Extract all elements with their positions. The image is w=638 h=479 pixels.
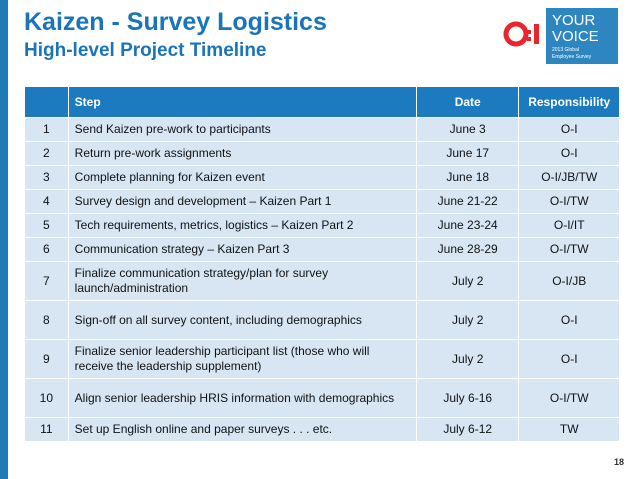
row-step: Finalize senior leadership participant list (those who will receive the leadership supplement) — [68, 340, 416, 379]
row-number: 8 — [25, 301, 69, 340]
logo-tagline2: Employee Survey — [552, 54, 592, 60]
oi-logo-icon — [506, 24, 539, 44]
row-date: June 17 — [416, 142, 519, 166]
row-date: June 23-24 — [416, 214, 519, 238]
row-date: July 2 — [416, 262, 519, 301]
row-number: 9 — [25, 340, 69, 379]
page-number: 18 — [613, 457, 624, 467]
row-step: Complete planning for Kaizen event — [68, 166, 416, 190]
row-date: June 3 — [416, 118, 519, 142]
page-subtitle: High-level Project Timeline — [24, 40, 267, 61]
table-row — [25, 379, 620, 418]
table-row — [25, 190, 620, 214]
table-row — [25, 142, 620, 166]
table-row — [25, 340, 620, 379]
row-responsibility: O-I — [519, 340, 620, 379]
row-date: July 2 — [416, 340, 519, 379]
logo-tagline1: 2013 Global — [552, 47, 579, 53]
table-header-row — [25, 87, 620, 118]
row-responsibility: O-I/IT — [519, 214, 620, 238]
logo-line2: VOICE — [552, 28, 599, 45]
row-responsibility: O-I — [519, 301, 620, 340]
row-date: June 18 — [416, 166, 519, 190]
row-responsibility: O-I/JB/TW — [519, 166, 620, 190]
row-step: Tech requirements, metrics, logistics – Kaizen Part 2 — [68, 214, 416, 238]
row-step: Send Kaizen pre-work to participants — [68, 118, 416, 142]
logo-line1: YOUR — [552, 12, 596, 29]
row-responsibility: O-I — [519, 118, 620, 142]
row-responsibility: O-I — [519, 142, 620, 166]
left-accent-bar — [0, 0, 8, 479]
table-row — [25, 238, 620, 262]
your-voice-logo — [500, 8, 618, 64]
row-number: 3 — [25, 166, 69, 190]
row-number: 11 — [25, 418, 69, 442]
project-timeline-table — [24, 86, 620, 442]
row-step: Communication strategy – Kaizen Part 3 — [68, 238, 416, 262]
row-date: June 21-22 — [416, 190, 519, 214]
page-title: Kaizen - Survey Logistics — [24, 8, 327, 36]
table-row — [25, 118, 620, 142]
table-row — [25, 166, 620, 190]
row-step: Return pre-work assignments — [68, 142, 416, 166]
row-step: Set up English online and paper surveys . . . etc. — [68, 418, 416, 442]
row-date: June 28-29 — [416, 238, 519, 262]
header-step: Step — [68, 87, 416, 118]
row-step: Align senior leadership HRIS information with demographics — [68, 379, 416, 418]
row-step: Survey design and development – Kaizen Part 1 — [68, 190, 416, 214]
header-date: Date — [416, 87, 519, 118]
row-number: 2 — [25, 142, 69, 166]
table-row — [25, 301, 620, 340]
row-number: 1 — [25, 118, 69, 142]
table-row — [25, 418, 620, 442]
row-responsibility: O-I/JB — [519, 262, 620, 301]
row-date: July 6-16 — [416, 379, 519, 418]
row-step: Finalize communication strategy/plan for survey launch/administration — [68, 262, 416, 301]
row-responsibility: TW — [519, 418, 620, 442]
header-responsibility: Responsibility — [519, 87, 620, 118]
row-step: Sign-off on all survey content, including demographics — [68, 301, 416, 340]
row-responsibility: O-I/TW — [519, 379, 620, 418]
header-number — [25, 87, 69, 118]
row-number: 10 — [25, 379, 69, 418]
row-number: 5 — [25, 214, 69, 238]
row-responsibility: O-I/TW — [519, 238, 620, 262]
row-date: July 2 — [416, 301, 519, 340]
row-responsibility: O-I/TW — [519, 190, 620, 214]
row-number: 6 — [25, 238, 69, 262]
row-date: July 6-12 — [416, 418, 519, 442]
table-row — [25, 262, 620, 301]
table-row — [25, 214, 620, 238]
row-number: 7 — [25, 262, 69, 301]
row-number: 4 — [25, 190, 69, 214]
